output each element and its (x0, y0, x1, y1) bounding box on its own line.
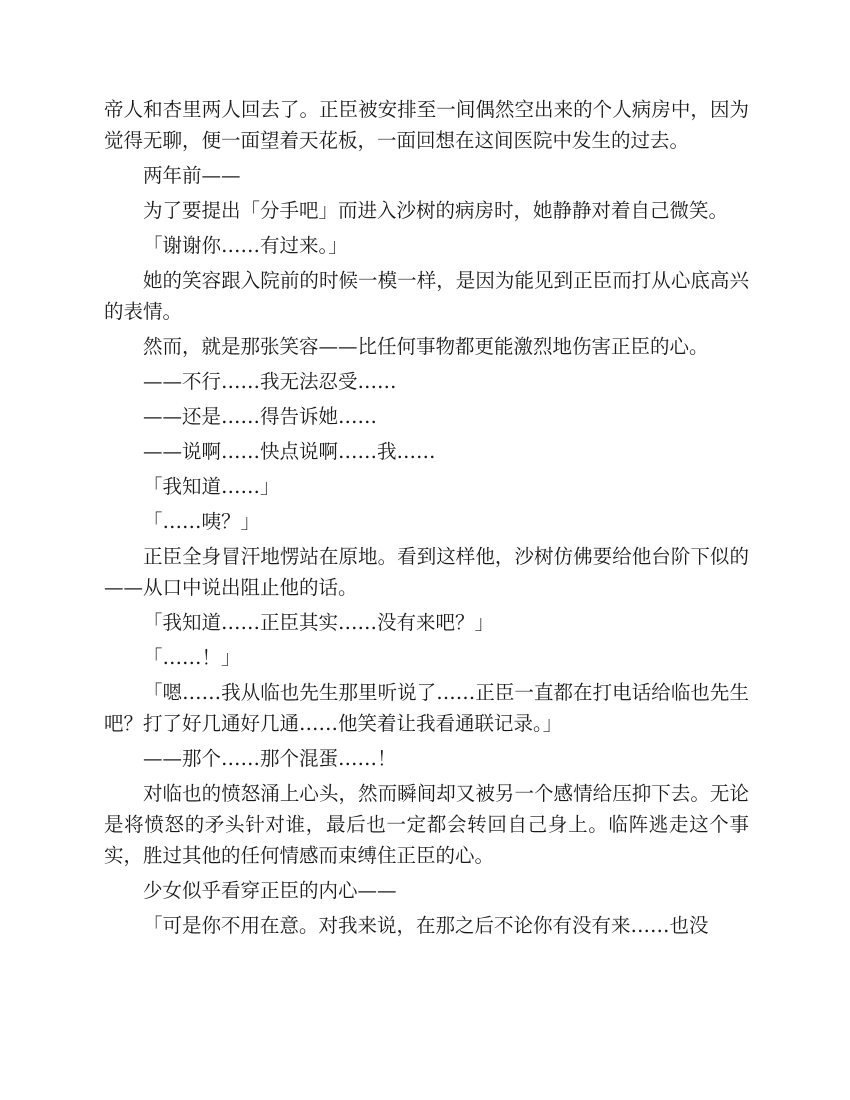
paragraph-13: 「我知道……正臣其实……没有来吧？」 (143, 611, 495, 634)
paragraph-8: ——还是……得告诉她…… (143, 405, 378, 428)
paragraph-16: ——那个……那个混蛋……！ (143, 747, 397, 770)
paragraph-19: 「可是你不用在意。对我来说，在那之后不论你有没有来……也没 (143, 914, 709, 937)
paragraph-14: 「……！」 (143, 646, 241, 669)
paragraph-4: 「谢谢你……有过来。」 (143, 234, 348, 257)
paragraph-15: 「嗯……我从临也先生那里听说了……正臣一直都在打电话给临也先生吧？打了好几通好几通……他笑着让我看通联记录。」 (104, 681, 749, 735)
paragraph-7: ——不行……我无法忍受…… (143, 370, 397, 393)
paragraph-9: ——说啊……快点说啊……我…… (143, 440, 436, 463)
document-page (104, 94, 749, 945)
paragraph-17: 对临也的愤怒涌上心头，然而瞬间却又被另一个感情给压抑下去。无论是将愤怒的矛头针对谁，最后也一定都会转回自己身上。临阵逃走这个事实，胜过其他的任何情感而束缚住正臣的心。 (104, 782, 749, 867)
paragraph-11: 「……咦？」 (143, 510, 261, 533)
paragraph-10: 「我知道……」 (143, 475, 280, 498)
paragraph-2: 两年前—— (143, 164, 241, 187)
paragraph-6: 然而，就是那张笑容——比任何事物都更能激烈地伤害正臣的心。 (143, 335, 709, 358)
paragraph-12: 正臣全身冒汗地愣站在原地。看到这样他，沙树仿佛要给他台阶下似的——从口中说出阻止他的话。 (104, 545, 749, 599)
paragraph-3: 为了要提出「分手吧」而进入沙树的病房时，她静静对着自己微笑。 (143, 199, 729, 222)
paragraph-18: 少女似乎看穿正臣的内心—— (143, 879, 397, 902)
paragraph-1: 帝人和杏里两人回去了。正臣被安排至一间偶然空出来的个人病房中，因为觉得无聊，便一面望着天花板，一面回想在这间医院中发生的过去。 (104, 98, 749, 152)
paragraph-5: 她的笑容跟入院前的时候一模一样，是因为能见到正臣而打从心底高兴的表情。 (104, 269, 749, 323)
